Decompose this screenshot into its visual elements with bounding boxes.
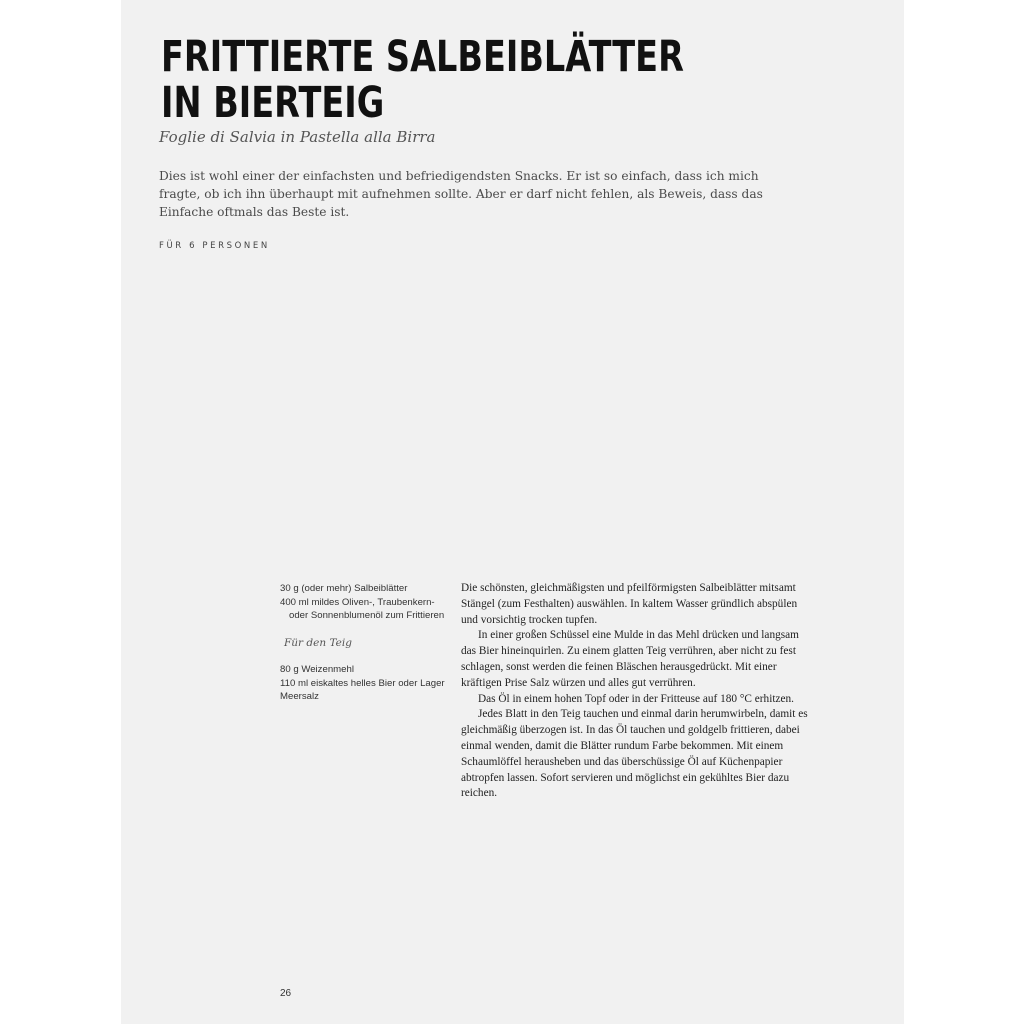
ingredient-item: 110 ml eiskaltes helles Bier oder Lager [280,677,445,689]
method-step: In einer großen Schüssel eine Mulde in das Mehl drücken und langsam das Bier hineinquirlen. Zu einem glatten Teig verrühren, aber nicht zu fest schlagen, sonst werden die feinen Bläschen herausgedrückt. Mit einer kräftigen Prise Salz würzen und alles gut verrühren. [461,629,799,689]
method-step: Die schönsten, gleichmäßigsten und pfeilförmigsten Salbeiblätter mitsamt Stängel (zum Festhalten) auswählen. In kaltem Wasser gründlich abspülen und vorsichtig trocken tupfen. [461,582,798,626]
batter-heading: Für den Teig [284,636,352,649]
servings-label: FÜR 6 PERSONEN [159,241,270,251]
recipe-title [161,34,684,126]
ingredient-item: 80 g Weizenmehl [280,664,354,675]
method-step: Jedes Blatt in den Teig tauchen und einmal darin herumwirbeln, damit es gleichmäßig überzogen ist. In das Öl tauchen und goldgelb frittieren, dabei einmal wenden, damit die Blätter rundum Farbe bekommen. Mit einem Schaumlöffel herausheben und das überschüssige Öl auf Küchenpapier abtropfen lassen. Sofort servieren und möglichst ein gekühltes Bier dazu reichen. [461,708,808,800]
recipe-title-line-2: IN BIERTEIG [161,78,385,128]
ingredient-item: 400 ml mildes Oliven-, Traubenkern- oder Sonnenblumenöl zum Frittieren [280,596,445,621]
recipe-subtitle: Foglie di Salvia in Pastella alla Birra [159,128,436,146]
method-text [461,581,811,802]
method-step: Das Öl in einem hohen Topf oder in der Fritteuse auf 180 °C erhitzen. [478,692,794,705]
recipe-intro: Dies ist wohl einer der einfachsten und befriedigendsten Snacks. Er ist so einfach, dass ich mich fragte, ob ich ihn überhaupt mit aufnehmen sollte. Aber er darf nicht fehlen, als Beweis, dass das Einfache oftmals das Beste ist. [159,169,763,219]
recipe-title-line-1: FRITTIERTE SALBEIBLÄTTER [161,32,684,82]
ingredient-item: 30 g (oder mehr) Salbeiblätter [280,583,408,594]
ingredients-list [280,582,450,704]
ingredient-item: Meersalz [280,691,319,702]
page-number: 26 [280,988,292,999]
recipe-page [121,0,904,1024]
